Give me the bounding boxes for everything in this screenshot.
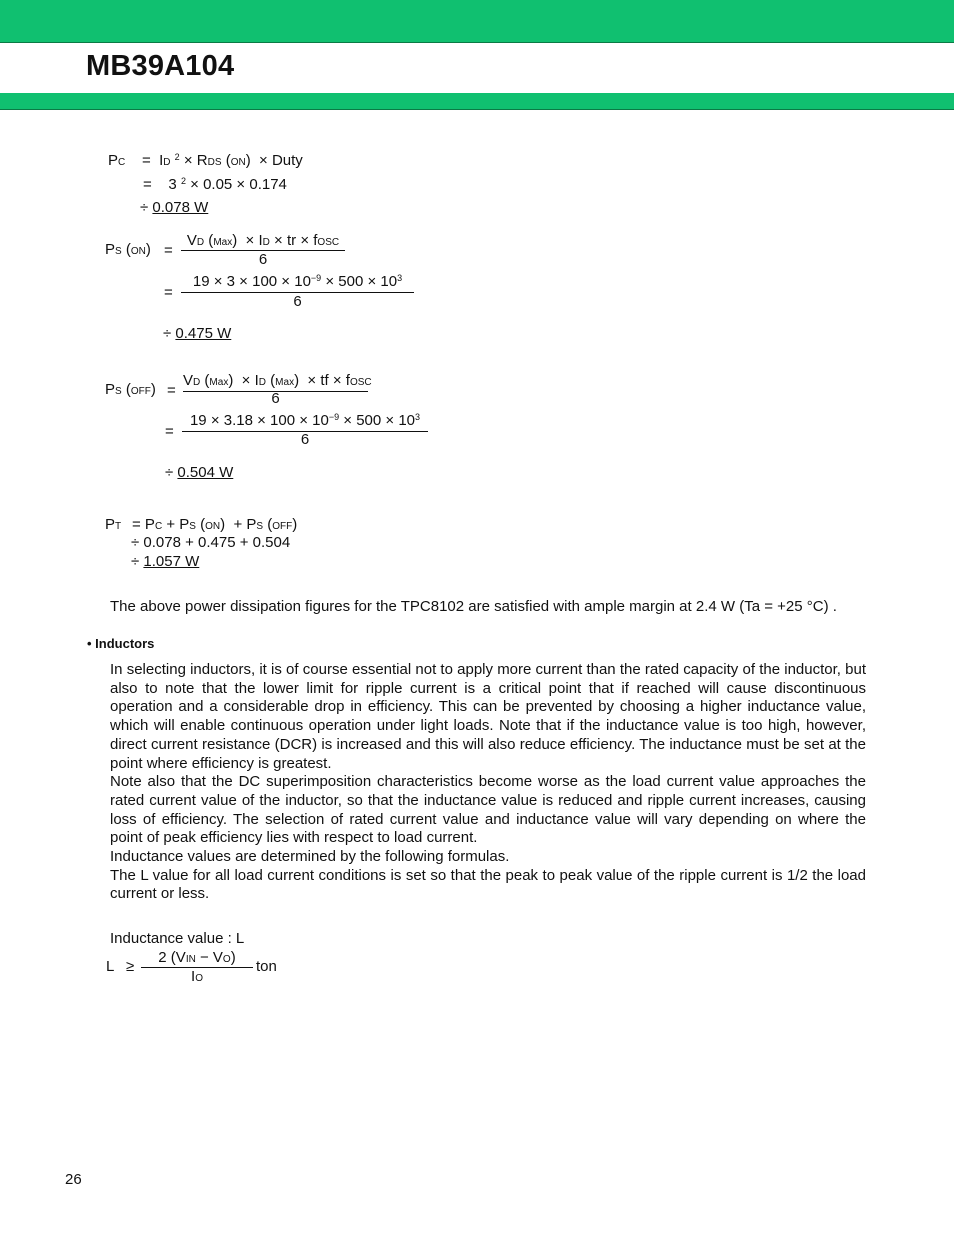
inductors-paragraph: In selecting inductors, it is of course essential not to apply more current than the rated capacity of the inductor, but also to note that the lower limit for ripple current is a critical point that if reached will cause discontinuous operation and a considerable drop in efficiency. This can be prevented by choosing a higher inductance value, which will enable continuous operation under light loads. Note that if the inductance value is too high, however, direct current resistance (DCR) is increased and this will also reduce efficiency. The inductance must be set at the point where efficiency is greatest. [110,661,866,772]
psoff-lhs: PS (OFF) [105,381,156,398]
psoff-num1: VD (Max) × ID (Max) × tf × fOSC [183,372,372,389]
inductors-paragraph: Note also that the DC superimposition characteristics become worse as the load current value approaches the rated current value of the inductor, so that the inductance value is reduced and ripple current increases, causing loss of efficiency. The selection of rated current value and inductance value will vary depending on where the point of peak efficiency lies with respect to load current. [110,773,866,847]
page-title: MB39A104 [86,50,235,82]
inductors-paragraph: Inductance values are determined by the following formulas. [110,848,510,866]
pt-result-line: ÷ 1.057 W [131,553,200,570]
pc-line2: = 3 $^2$ × 0.05 × 0.174 [143,176,287,193]
pson-den2: 6 [293,293,302,310]
pson-eq1: = [164,242,173,259]
header-top-band [0,0,954,43]
formula-denominator: IO [191,968,203,985]
page-number: 26 [65,1171,82,1188]
psoff-result: 0.504 W [177,464,234,481]
psoff-num2: $19 \times 3.18 \times 100 \times 10^{-9} \times 500 \times 10^3$ [189,412,421,429]
pson-num1: VD (Max) × ID × tr × fOSC [186,232,340,249]
pt-lhs: PT [105,516,122,533]
pc-result: 0.078 W [152,199,209,216]
formula-tail: ton [256,958,277,975]
pc-result-line: ÷ 0.078 W [140,199,209,216]
summary-text: The above power dissipation figures for the TPC8102 are satisfied with ample margin at 2.4 W (Ta = +25 °C) . [110,598,837,615]
pc-lhs: PC [108,152,126,169]
inductance-label: Inductance value : L [110,930,245,947]
inductors-body [110,661,866,904]
pson-result: 0.475 W [175,325,232,342]
formula-numerator: 2 (VIN − VO) [158,949,236,966]
pson-lhs: PS (ON) [105,241,151,258]
pson-result-line: ÷ 0.475 W [163,325,232,342]
pson-eq2: = [164,284,173,301]
inductors-heading: • Inductors [87,636,155,651]
header-bottom-band [0,93,954,110]
psoff-eq1: = [167,382,176,399]
formula-relation: ≥ [126,958,135,975]
pt-line2: ÷ 0.078 + 0.475 + 0.504 [131,534,291,551]
inductors-paragraph: The L value for all load current conditions is set so that the peak to peak value of the ripple current is 1/2 the load current or less. [110,866,866,903]
pt-result: 1.057 W [143,553,200,570]
pc-line1: = ID $^2$ × RDS (ON) × Duty [142,152,303,169]
pt-line1: = PC + PS (ON) + PS (OFF) [132,516,298,533]
psoff-result-line: ÷ 0.504 W [165,464,234,481]
psoff-eq2: = [165,423,174,440]
psoff-den1: 6 [271,390,280,407]
pson-num2: $19 \times 3 \times 100 \times 10^{-9} \times 500 \times 10^3$ [192,273,403,290]
psoff-den2: 6 [300,431,310,448]
pson-den1: 6 [258,251,268,268]
formula-lhs: L [106,958,115,975]
